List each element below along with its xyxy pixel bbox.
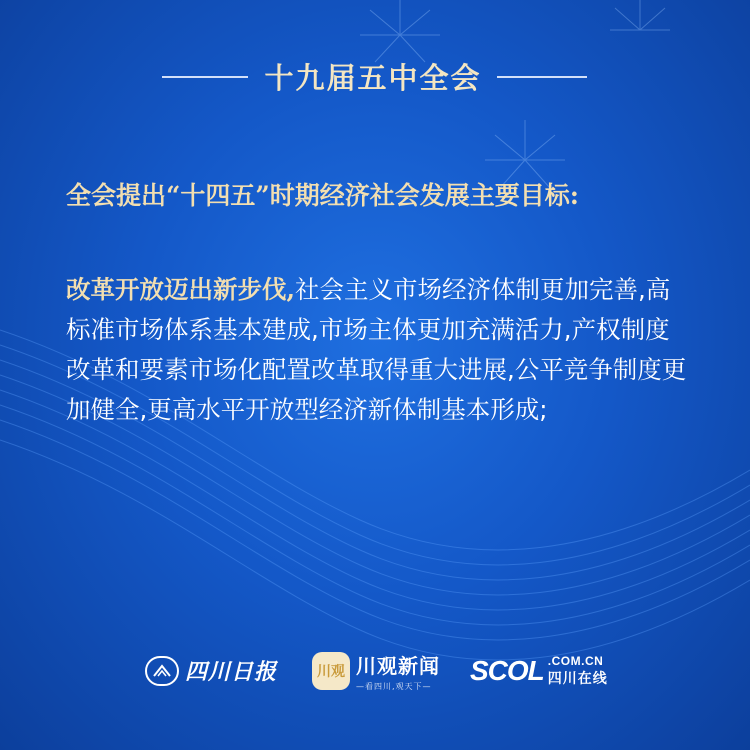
chuanguan-logo [312,650,440,692]
body-paragraph [66,270,690,430]
footer-logos [0,650,750,700]
sichuan-daily-name: 四川日报 [185,659,278,685]
body-lead: 改革开放迈出新步伐, [66,275,296,304]
headline: 全会提出“十四五”时期经济社会发展主要目标: [66,181,579,210]
body-text: 社会主义市场经济体制更加完善,高标准市场体系基本建成,市场主体更加充满活力,产权制度改革和要素市场化配置改革取得重大进展,公平竞争制度更加健全,更高水平开放型经济新体制基本形成; [66,275,687,424]
scol-name: 四川在线 [547,671,608,687]
sichuan-daily-logo [145,655,277,686]
scol-logo [470,654,608,688]
scol-domain: .COM.CN [547,654,604,668]
scol-brand: SCOL [470,655,544,686]
page-title: 十九届五中全会 [264,61,482,95]
header [0,56,750,96]
header-divider-left [162,76,248,78]
chuanguan-mark: 川观 [312,652,350,690]
chuanguan-name: 川观新闻 [356,654,440,678]
chuanguan-slogan: —看四川,观天下— [356,682,432,691]
header-divider-right [497,76,587,78]
emblem-icon [145,656,179,686]
